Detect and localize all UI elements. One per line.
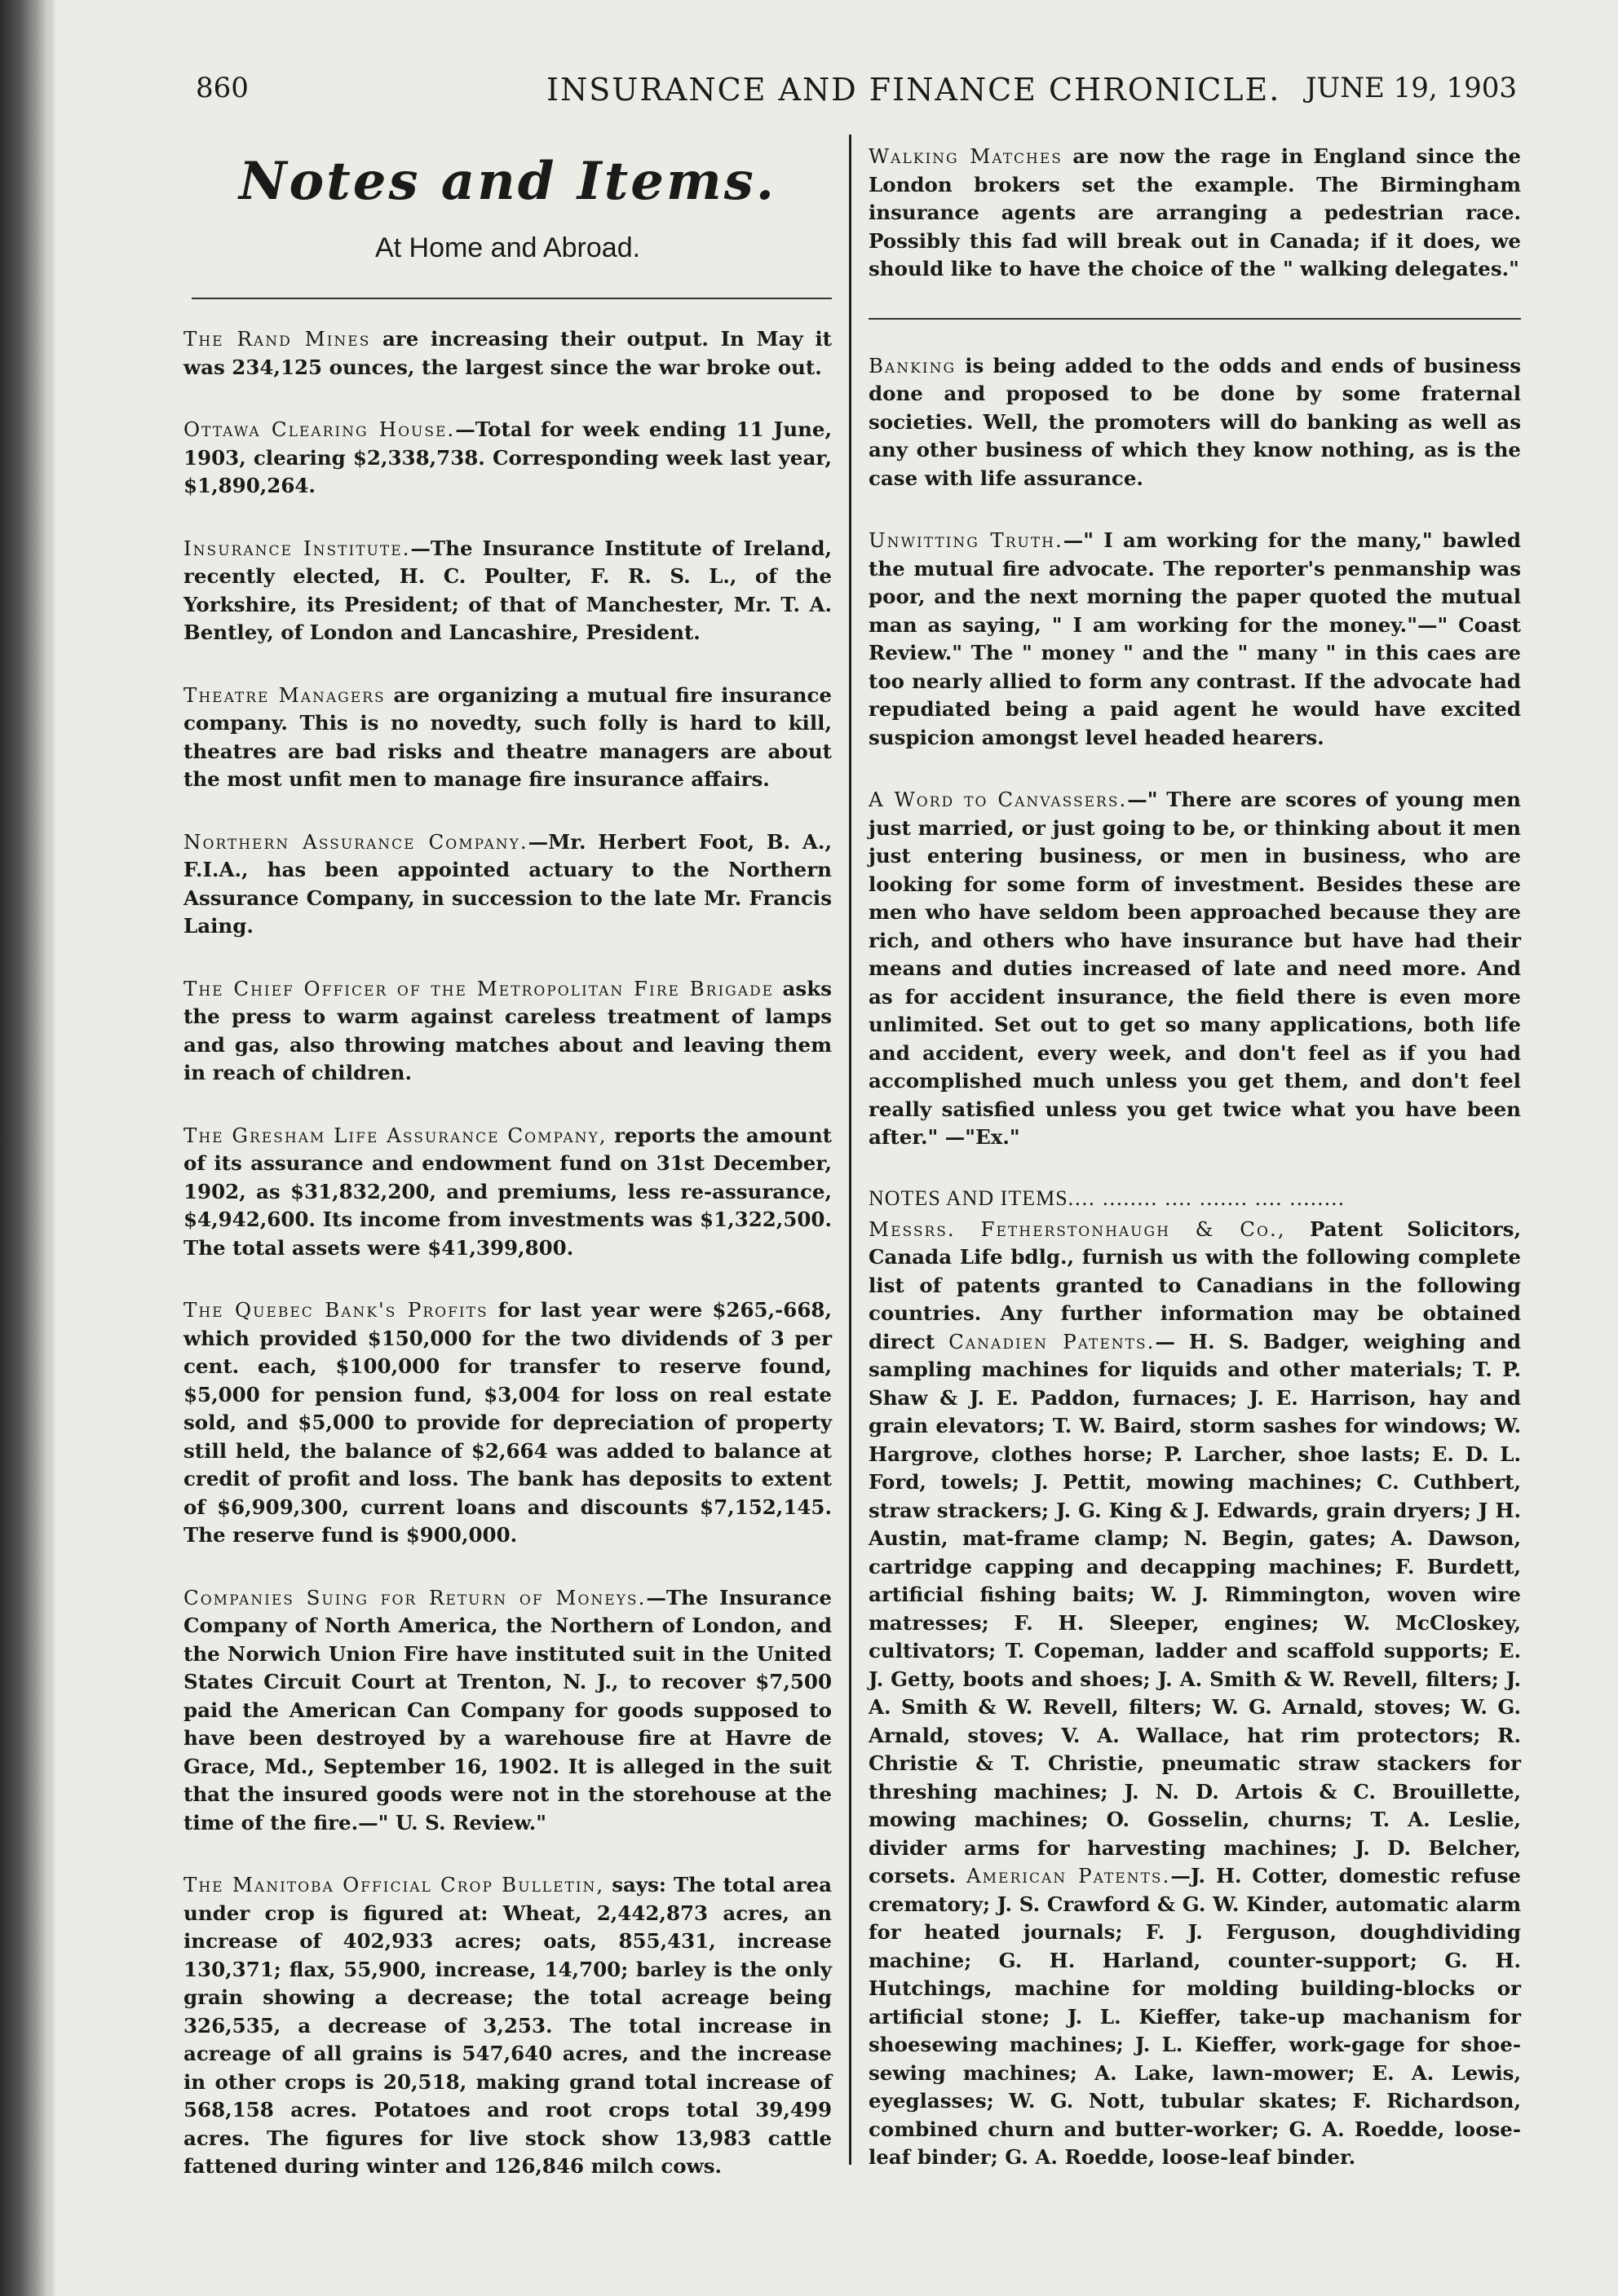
issue-date: JUNE 19, 1903 [1305, 72, 1517, 104]
page-binding-shadow [49, 0, 57, 2296]
item-lead: The Rand Mines [183, 327, 371, 351]
news-item [183, 535, 832, 647]
news-item [183, 682, 832, 794]
news-item [183, 1122, 832, 1263]
item-text: says: The total area under crop is figured at: Wheat, 2,442,873 acres, an increase of 402,933 acres; oats, 855,431, increase 130,371; flax, 55,900, increase, 14,700; barley is the only grain showing a decrease; the total acreage being 326,535, a decrease of 3,253. The total increase in acreage of all grains is 547,640 acres, and the increase in other crops is 20,518, making grand total increase of 568,158 acres. Potatoes and root crops total 39,499 acres. The figures for live stock show 13,983 cattle fattened during winter and 126,846 milch cows. [183, 1873, 832, 2178]
item-text: —" There are scores of young men just married, or just going to be, or thinking about it men just entering business, or men in business, who are looking for some form of investment. Besides these are men who have seldom been approached because they are rich, and others who have insurance but have had their means and duties increased of late and need more. And as for accident insurance, the field there is even more unlimited. Set out to get so many applications, both life and accident, every week, and don't feel as if you had accomplished much unless you get them, and don't feel really satisfied unless you get twice what you have been after." —"Ex." [869, 788, 1521, 1149]
item-text: for last year were $265,-668, which provided $150,000 for the two dividends of 3 per cent. each, $100,000 for transfer to reserve found, $5,000 for pension fund, $3,004 for loss on real estate sold, and $5,000 to provide for depreciation of property still held, the balance of $2,664 was added to balance at credit of profit and loss. The bank has deposits to extent of $6,909,300, current loans and discounts $7,152,145. The reserve fund is $900,000. [183, 1298, 832, 1547]
item-text: asks the press to warm against careless treatment of lamps and gas, also throwing matches about and leaving them in reach of children. [183, 976, 832, 1084]
item-lead: Banking [869, 353, 957, 378]
right-column [869, 143, 1521, 2206]
news-item [869, 786, 1521, 1152]
item-lead: The Chief Officer of the Metropolitan Fire Brigade [183, 976, 775, 1000]
item-lead: A Word to Canvassers. [869, 788, 1128, 811]
news-item [183, 1296, 832, 1550]
item-text: are increasing their output. In May it was 234,125 ounces, the largest since the war broke out. [183, 327, 832, 379]
news-item [869, 143, 1521, 284]
item-lead: Unwitting Truth. [869, 528, 1063, 552]
section-subtitle: At Home and Abroad. [374, 232, 641, 263]
news-item [183, 325, 832, 382]
news-item [869, 527, 1521, 752]
item-lead: The Manitoba Official Crop Bulletin, [183, 1873, 605, 1896]
page-binding-edge [0, 0, 49, 2296]
left-column [183, 143, 832, 2215]
item-lead: The Quebec Bank's Profits [183, 1298, 488, 1322]
item-text: are organizing a mutual fire insurance company. This is no novedty, such folly is hard to kill, theatres are bad risks and theatre managers are about the most unfit men to manage fire insurance affairs. [183, 682, 832, 791]
item-text: —Total for week ending 11 June, 1903, clearing $2,338,738. Corresponding week last year, $1,890,264. [183, 417, 832, 497]
item-lead: Theatre Managers [183, 682, 386, 707]
news-item [183, 828, 832, 941]
page-header [196, 72, 1517, 121]
notes-heading-text: NOTES AND ITEMS [869, 1186, 1068, 1210]
item-lead: Northern Assurance Company. [183, 829, 528, 854]
notes-heading [869, 1186, 1521, 1211]
news-item [869, 352, 1521, 493]
item-lead: The Gresham Life Assurance Company, [183, 1123, 608, 1147]
notes-heading-dots: .... ........ .... ....... .... ........ [1068, 1186, 1346, 1210]
item-rule [869, 318, 1521, 320]
item-lead: Walking Matches [869, 144, 1063, 168]
patents-lead: Messrs. Fetherstonhaugh & Co., [869, 1216, 1286, 1241]
item-text: —Mr. Herbert Foot, B. A., F.I.A., has been appointed actuary to the Northern Assurance Company, in succession to the late Mr. Francis Laing. [183, 829, 832, 938]
page-number: 860 [196, 72, 249, 104]
item-text: are now the rage in England since the London brokers set the example. The Birmingham insurance agents are arranging a pedestrian race. Possibly this fad will break out in Canada; if it does, we should like to have the choice of the " walking delegates." [869, 144, 1521, 280]
item-lead: Ottawa Clearing House. [183, 417, 456, 441]
item-text: —" I am working for the many," bawled the mutual fire advocate. The reporter's penmanship was poor, and the next morning the paper quoted the mutual man as saying, " I am working for the money."—" Coast Review." The " money " and the " many " in this caes are too nearly allied to form any contrast. If the advocate had repudiated being a paid agent he would have excited suspicion amongst level headed hearers. [869, 528, 1521, 749]
section-title: Notes and Items. [238, 151, 777, 212]
patents-intro: Patent Solicitors, Canada Life bdlg., furnish us with the following complete list of patents granted to Canadians in the following countries. Any further information may be obtained direct [869, 1216, 1521, 1353]
item-text: —The Insurance Institute of Ireland, recently elected, H. C. Poulter, F. R. S. L., of the Yorkshire, its President; of that of Manchester, Mr. T. A. Bentley, of London and Lancashire, President. [183, 536, 832, 644]
item-text: reports the amount of its assurance and endowment fund on 31st December, 1902, as $31,832,200, and premiums, less re-assurance, $4,942,600. Its income from investments was $1,322,500. The total assets were $41,399,800. [183, 1123, 832, 1260]
column-divider [849, 135, 851, 2165]
news-item [183, 1584, 832, 1838]
news-item [183, 975, 832, 1088]
item-lead: Companies Suing for Return of Moneys. [183, 1585, 647, 1609]
news-item [183, 1871, 832, 2181]
canadian-patents-lead: Canadien Patents. [948, 1329, 1156, 1353]
item-lead: Insurance Institute. [183, 536, 411, 560]
american-patents-text: —J. H. Cotter, domestic refuse crematory; J. S. Crawford & G. W. Kinder, automatic alarm for heated journals; F. J. Ferguson, doughdividing machine; G. H. Harland, counter-support; G. H. Hutchings, machine for molding building-blocks or artificial stone; J. L. Kieffer, take-up machanism for shoesewing machines; J. L. Kieffer, work-gage for shoe-sewing machines; A. Lake, lawn-mower; E. A. Lewis, eyeglasses; W. G. Nott, tubular skates; F. Richardson, combined churn and butter-worker; G. A. Roedde, loose-leaf binder; G. A. Roedde, loose-leaf binder. [869, 1864, 1522, 2169]
patents-list [869, 1216, 1521, 2172]
item-text: —The Insurance Company of North America, the Northern of London, and the Norwich Union Fire have instituted suit in the United States Circuit Court at Trenton, N. J., to recover $7,500 paid the American Can Company for goods supposed to have been destroyed by a warehouse fire at Havre de Grace, Md., September 16, 1902. It is alleged in the suit that the insured goods were not in the storehouse at the time of the fire.—" U. S. Review." [183, 1585, 832, 1835]
journal-title: INSURANCE AND FINANCE CHRONICLE. [546, 72, 1281, 108]
item-text: is being added to the odds and ends of business done and proposed to be done by some fraternal societies. Well, the promoters will do banking as well as any other business of which they know nothing, as is the case with life assurance. [869, 353, 1521, 490]
american-patents-lead: American Patents. [966, 1864, 1171, 1888]
canadian-patents-text: — H. S. Badger, weighing and sampling machines for liquids and other materials; T. P. Shaw & J. E. Paddon, furnaces; J. E. Harrison, hay and grain elevators; T. W. Baird, storm sashes for windows; W. Hargrove, clothes horse; P. Larcher, shoe lasts; E. D. L. Ford, towels; J. Pettit, mowing machines; C. Cuthbert, straw strackers; J. G. King & J. Edwards, grain dryers; J H. Austin, mat-frame clamp; N. Begin, gates; A. Dawson, cartridge capping and decapping machines; F. Burdett, artificial fishing baits; W. J. Rimmington, woven wire matresses; F. H. Sleeper, engines; W. McCloskey, cultivators; T. Copeman, ladder and scaffold supports; E. J. Getty, boots and shoes; J. A. Smith & W. Revell, filters; J. A. Smith & W. Revell, filters; W. G. Arnald, stoves; W. G. Arnald, stoves; V. A. Wallace, hat rim protectors; R. Christie & T. Christie, pneumatic straw stackers for threshing machines; J. N. D. Artois & C. Brouillette, mowing machines; O. Gosselin, churns; T. A. Leslie, divider arms for harvesting machines; J. D. Belcher, corsets. [869, 1329, 1521, 1888]
news-item [183, 416, 832, 501]
section-rule [192, 298, 832, 299]
